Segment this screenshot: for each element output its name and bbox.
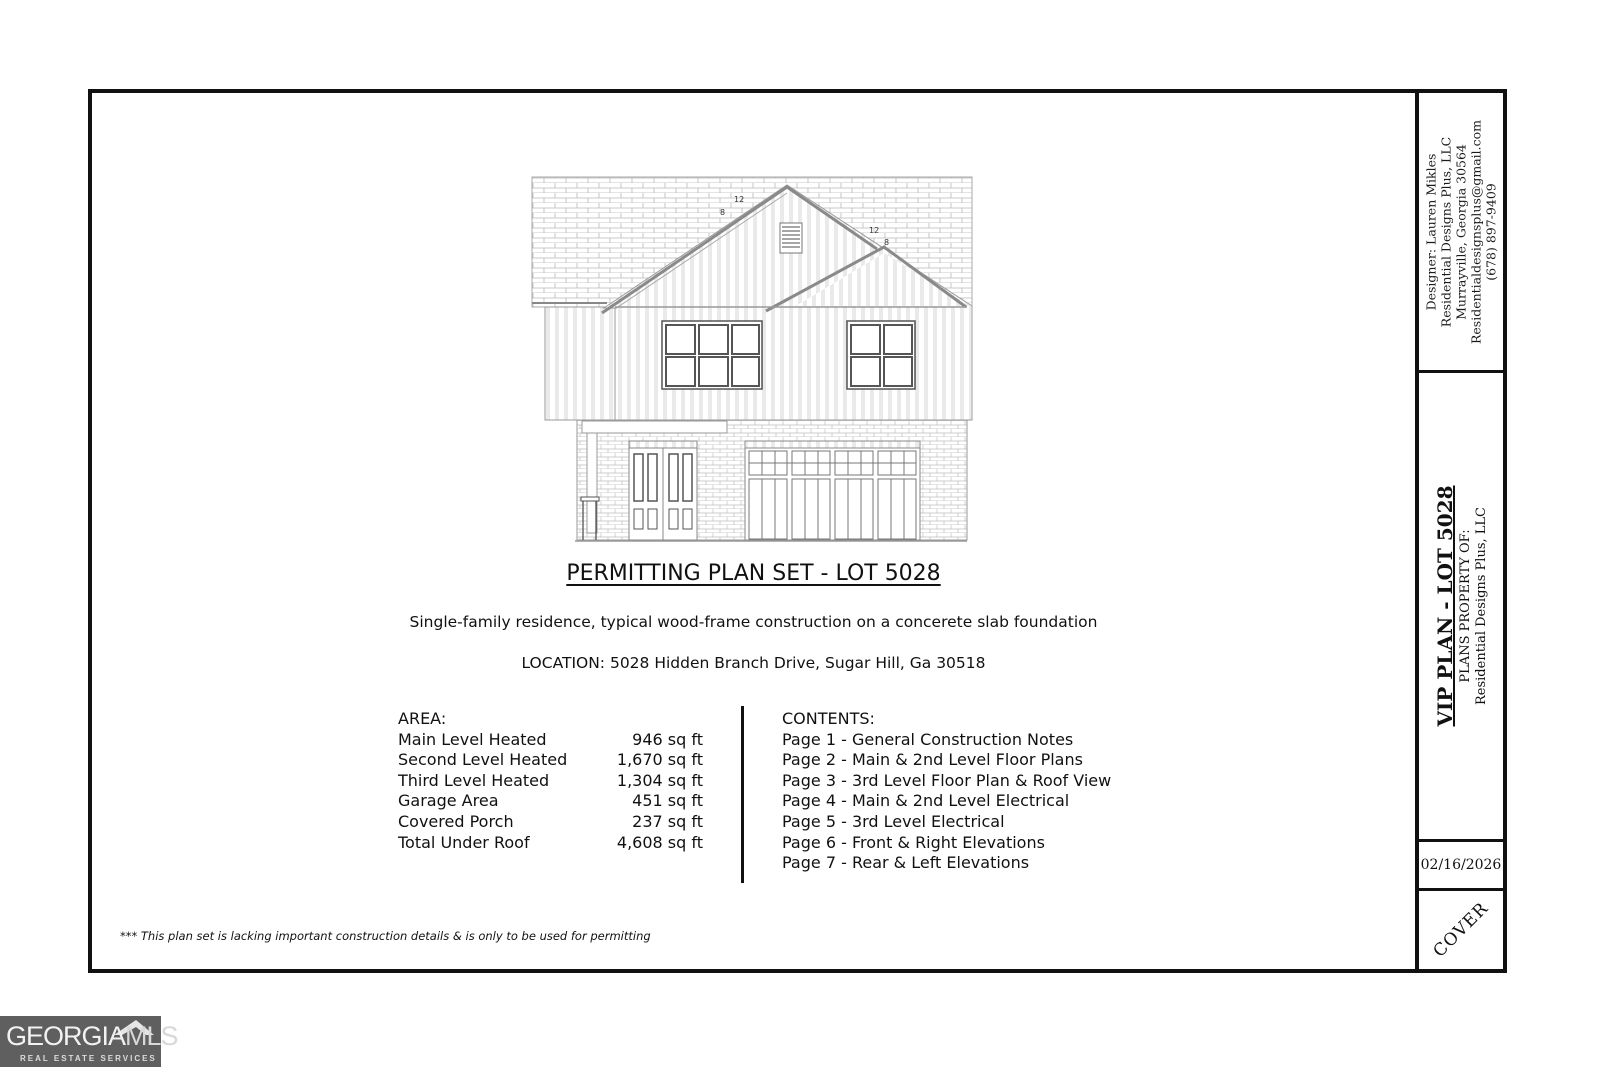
plan-date: 02/16/2026 (1420, 857, 1502, 873)
georgia-mls-watermark (0, 1016, 178, 1067)
designer-info (1424, 119, 1499, 343)
area-row (398, 771, 703, 792)
pitch-run-secondary: 12 (869, 226, 880, 235)
title-block (1415, 93, 1503, 969)
watermark-tagline: REAL ESTATE SERVICES (20, 1054, 157, 1063)
area-row (398, 833, 703, 854)
column-divider (741, 706, 744, 883)
sheet-title-text: PERMITTING PLAN SET - LOT 5028 (566, 561, 941, 586)
plan-name-block (1432, 486, 1490, 727)
watermark-brand (6, 1021, 178, 1052)
property-of-label: PLANS PROPERTY OF: (1458, 529, 1473, 683)
sheet-main-area (92, 93, 1415, 969)
area-row (398, 812, 703, 833)
designer-name: Designer: Lauren Mikles (1423, 153, 1439, 310)
area-row (398, 730, 703, 751)
area-heading: AREA: (398, 709, 447, 728)
property-of-company: Residential Designs Plus, LLC (1474, 507, 1489, 705)
sheet-name-cell (1419, 891, 1503, 969)
area-row (398, 750, 703, 771)
plan-name: VIP PLAN - LOT 5028 (1433, 485, 1457, 727)
contents-item: Page 2 - Main & 2nd Level Floor Plans (782, 750, 1083, 770)
plan-name-cell (1419, 373, 1503, 842)
area-label: Third Level Heated (398, 770, 550, 790)
sheet-name: COVER (1429, 898, 1493, 962)
area-schedule (398, 709, 703, 853)
designer-email: Residentialdesignsplus@gmail.com (1468, 119, 1484, 344)
watermark-brand-main: GEORGIA (6, 1021, 126, 1051)
contents-list (782, 709, 1111, 874)
pitch-run-main: 12 (734, 195, 745, 204)
contents-item: Page 7 - Rear & Left Elevations (782, 853, 1030, 873)
contents-item: Page 4 - Main & 2nd Level Electrical (782, 791, 1070, 811)
contents-heading: CONTENTS: (782, 709, 875, 728)
pitch-rise-main: 8 (720, 208, 726, 217)
front-elevation-drawing (527, 173, 977, 545)
permitting-note: *** This plan set is lacking important construction details & is only to be used for permitting (120, 929, 651, 943)
contents-item: Page 6 - Front & Right Elevations (782, 832, 1045, 852)
designer-info-cell (1419, 93, 1503, 373)
area-label: Garage Area (398, 791, 499, 811)
watermark-brand-accent: MLS (125, 1021, 178, 1051)
contents-item: Page 5 - 3rd Level Electrical (782, 811, 1005, 831)
area-label: Total Under Roof (398, 832, 530, 852)
project-description: Single-family residence, typical wood-frame construction on a concerete slab foundation (409, 613, 1098, 631)
area-label: Covered Porch (398, 811, 514, 831)
area-label: Second Level Heated (398, 750, 568, 770)
date-cell (1419, 842, 1503, 891)
area-label: Main Level Heated (398, 729, 547, 749)
area-value: 1,304 sq ft (616, 770, 703, 790)
designer-phone: (678) 897-9409 (1483, 182, 1499, 281)
sheet-title (92, 561, 1415, 586)
area-value: 946 sq ft (632, 729, 703, 749)
project-location: LOCATION: 5028 Hidden Branch Drive, Sugar Hill, Ga 30518 (521, 654, 986, 672)
pitch-rise-secondary: 8 (884, 238, 890, 247)
designer-company: Residential Designs Plus, LLC (1438, 136, 1454, 327)
contents-item: Page 1 - General Construction Notes (782, 729, 1074, 749)
area-value: 451 sq ft (632, 791, 703, 811)
area-row (398, 791, 703, 812)
designer-city: Murrayville, Georgia 30564 (1453, 143, 1469, 320)
area-value: 1,670 sq ft (616, 750, 703, 770)
plan-sheet (88, 89, 1507, 973)
contents-item: Page 3 - 3rd Level Floor Plan & Roof View (782, 770, 1112, 790)
area-value: 4,608 sq ft (616, 832, 703, 852)
area-value: 237 sq ft (632, 811, 703, 831)
